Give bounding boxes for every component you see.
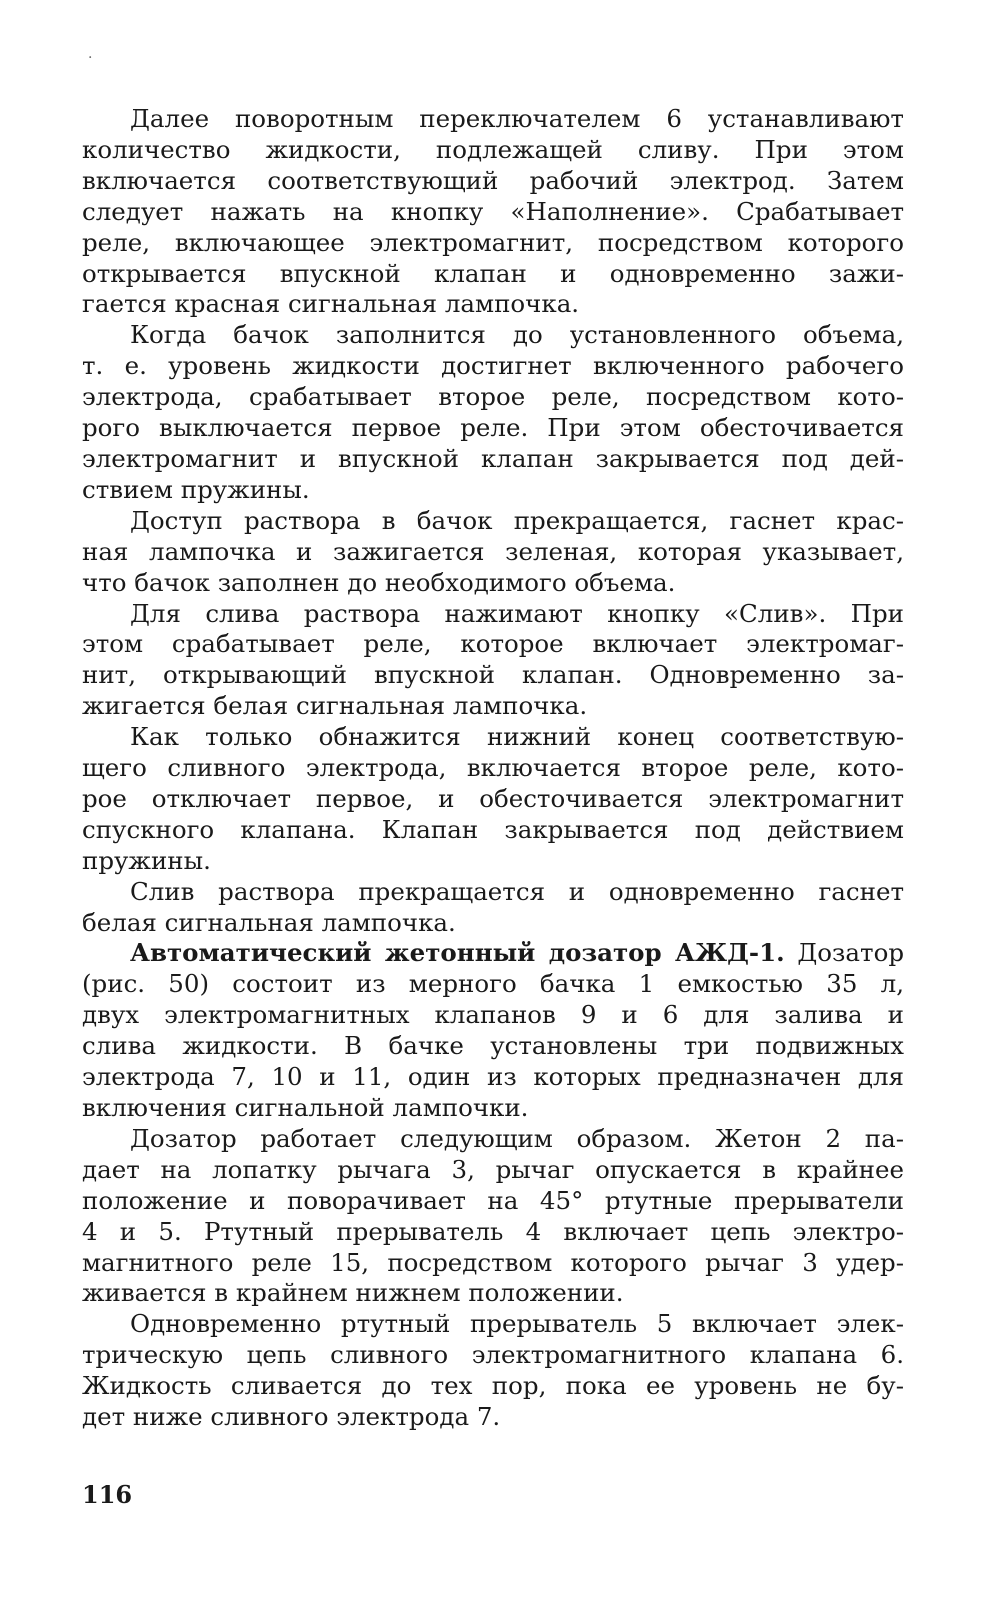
text-line: пружины. [82, 845, 211, 875]
text-line: Жидкость сливается до тех пор, пока ее уровень не бу- [82, 1371, 904, 1401]
paragraph-7 [82, 938, 904, 1123]
text-line: гается красная сигнальная лампочка. [82, 289, 580, 319]
text-line: электромагнит и впускной клапан закрывается под дей- [82, 443, 904, 473]
paragraph-9 [82, 1309, 904, 1433]
page-number: 116 [82, 1480, 133, 1509]
text-line: ствием пружины. [82, 474, 310, 504]
text-line: слива жидкости. В бачке установлены три подвижных [82, 1031, 904, 1061]
text-line: нит, открывающий впускной клапан. Одновременно за- [82, 660, 904, 690]
paragraph-8 [82, 1124, 904, 1309]
text-line: включения сигнальной лампочки. [82, 1093, 529, 1122]
text-line: реле, включающее электромагнит, посредством которого [82, 227, 904, 257]
text-line: дет ниже сливного электрода 7. [82, 1402, 501, 1432]
text-line: Доступ раствора в бачок прекращается, гаснет крас- [130, 505, 904, 535]
text-line: белая сигнальная лампочка. [82, 907, 456, 937]
text-line: щего сливного электрода, включается второе реле, кото- [82, 753, 904, 783]
text-line: открывается впускной клапан и одновременно зажи- [82, 258, 904, 288]
text-line: этом срабатывает реле, которое включает электромаг- [82, 629, 904, 659]
paragraph-1 [82, 104, 904, 320]
text-line: ная лампочка и зажигается зеленая, которая указывает, [82, 536, 904, 566]
text-line: двух электромагнитных клапанов 9 и 6 для залива и [82, 1000, 904, 1030]
text-line: электрода, срабатывает второе реле, посредством кото- [82, 382, 904, 412]
text-line: Далее поворотным переключателем 6 устанавливают [130, 104, 904, 133]
text-line: Дозатор работает следующим образом. Жетон 2 па- [130, 1123, 904, 1153]
text-line: включается соответствующий рабочий электрод. Затем [82, 165, 904, 195]
paragraph-3 [82, 506, 904, 599]
text-line: Для слива раствора нажимают кнопку «Слив». При [130, 598, 904, 628]
text-line: положение и поворачивает на 45° ртутные прерыватели [82, 1185, 904, 1215]
text-line: Одновременно ртутный прерыватель 5 включает элек- [130, 1309, 904, 1339]
paragraph-2 [82, 320, 904, 505]
text-body [82, 104, 904, 1433]
text-line: т. е. уровень жидкости достигнет включенного рабочего [82, 351, 904, 381]
text-line: дает на лопатку рычага 3, рычаг опускается в крайнее [82, 1154, 904, 1184]
paragraph-5 [82, 722, 904, 877]
text-line: следует нажать на кнопку «Наполнение». Срабатывает [82, 196, 904, 226]
text-line: количество жидкости, подлежащей сливу. При этом [82, 134, 904, 164]
text-line: рое отключает первое, и обесточивается электромагнит [82, 783, 904, 813]
text-line: (рис. 50) состоит из мерного бачка 1 емкостью 35 л, [82, 969, 904, 999]
text-line-heading [82, 938, 904, 969]
text-line: 4 и 5. Ртутный прерыватель 4 включает цепь электро- [82, 1216, 904, 1246]
text-line: Слив раствора прекращается и одновременно гаснет [130, 876, 904, 906]
text-line: Как только обнажится нижний конец соответствую- [130, 722, 904, 752]
scan-speck: · [88, 50, 93, 66]
paragraph-4 [82, 599, 904, 723]
text-line: жигается белая сигнальная лампочка. [82, 691, 588, 721]
text-line: что бачок заполнен до необходимого объема. [82, 567, 676, 597]
heading-continuation: Дозатор [784, 938, 904, 968]
text-line: спускного клапана. Клапан закрывается под действием [82, 814, 904, 844]
paragraph-6 [82, 877, 904, 939]
section-heading: Автоматический жетонный дозатор АЖД-1. [130, 938, 785, 968]
text-line: рого выключается первое реле. При этом обесточивается [82, 413, 904, 443]
text-line: Когда бачок заполнится до установленного объема, [130, 320, 904, 350]
text-line: живается в крайнем нижнем положении. [82, 1278, 624, 1308]
text-line: трическую цепь сливного электромагнитного клапана 6. [82, 1340, 904, 1370]
text-line: электрода 7, 10 и 11, один из которых предназначен для [82, 1062, 904, 1092]
text-line: магнитного реле 15, посредством которого рычаг 3 удер- [82, 1247, 904, 1277]
